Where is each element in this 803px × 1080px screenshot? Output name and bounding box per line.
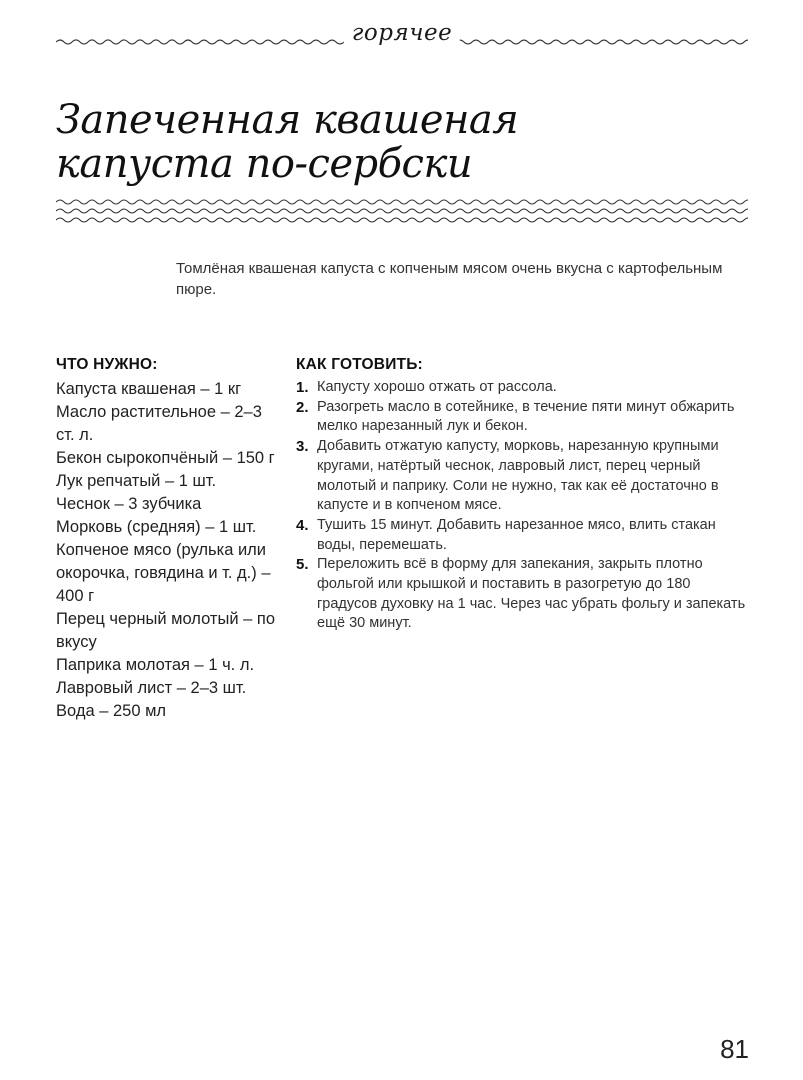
step-item: [296, 555, 748, 634]
step-number: 2.: [296, 398, 309, 416]
ingredient-item: Паприка молотая – 1 ч. л.: [56, 656, 255, 674]
ingredient-item: Лук репчатый – 1 шт.: [56, 472, 217, 490]
ingredients-list: [56, 378, 281, 723]
step-number: 4.: [296, 516, 309, 534]
ingredient-item: Вода – 250 мл: [56, 702, 167, 720]
ingredient-item: Лавровый лист – 2–3 шт.: [56, 679, 247, 697]
recipe-intro: Томлёная квашеная капуста с копченым мясом очень вкусна с картофельным пюре.: [176, 260, 723, 298]
step-item: [296, 398, 748, 437]
page-number: 81: [720, 1034, 749, 1064]
step-number: 5.: [296, 556, 309, 574]
ingredient-item: Бекон сырокопчёный – 150 г: [56, 449, 275, 467]
step-number: 3.: [296, 438, 309, 456]
step-text: Разогреть масло в сотейнике, в течение пяти минут обжарить мелко нарезанный лук и бекон.: [317, 398, 735, 435]
ingredient-item: Чеснок – 3 зубчика: [56, 495, 202, 513]
ingredients-heading: ЧТО НУЖНО:: [56, 356, 158, 373]
step-text: Переложить всё в форму для запекания, закрыть плотно фольгой или крышкой и поставить в разогретую до 180 градусов духовку на 1 час. Через час убрать фольгу и запекать ещё 30 минут.: [317, 556, 746, 632]
section-label: горячее: [344, 18, 460, 48]
step-item: [296, 516, 748, 555]
steps-heading: КАК ГОТОВИТЬ:: [296, 356, 423, 373]
steps-section: [296, 354, 748, 634]
ingredient-item: Перец черный молотый – по вкусу: [56, 610, 276, 651]
step-text: Тушить 15 минут. Добавить нарезанное мясо, влить стакан воды, перемешать.: [317, 516, 716, 553]
step-text: Капусту хорошо отжать от рассола.: [317, 379, 557, 395]
ingredient-item: Масло растительное – 2–3 ст. л.: [56, 403, 262, 444]
steps-list: [296, 378, 748, 634]
section-header: [56, 18, 748, 52]
step-number: 1.: [296, 379, 309, 396]
recipe-title: Запеченная квашеная капуста по-сербски: [56, 97, 519, 187]
step-item: [296, 437, 748, 516]
title-wave-rule: [56, 198, 748, 224]
step-item: [296, 378, 748, 398]
ingredient-item: Капуста квашеная – 1 кг: [56, 380, 242, 398]
step-text: Добавить отжатую капусту, морковь, нарезанную крупными кругами, натёртый чеснок, лавровый лист, перец черный молотый и паприку. Соли не нужно, так как её достаточно в капусте и в копченом мясе.: [317, 438, 719, 514]
ingredients-section: [56, 354, 281, 723]
ingredient-item: Копченое мясо (рулька или окорочка, говядина и т. д.) – 400 г: [56, 541, 271, 605]
ingredient-item: Морковь (средняя) – 1 шт.: [56, 518, 257, 536]
